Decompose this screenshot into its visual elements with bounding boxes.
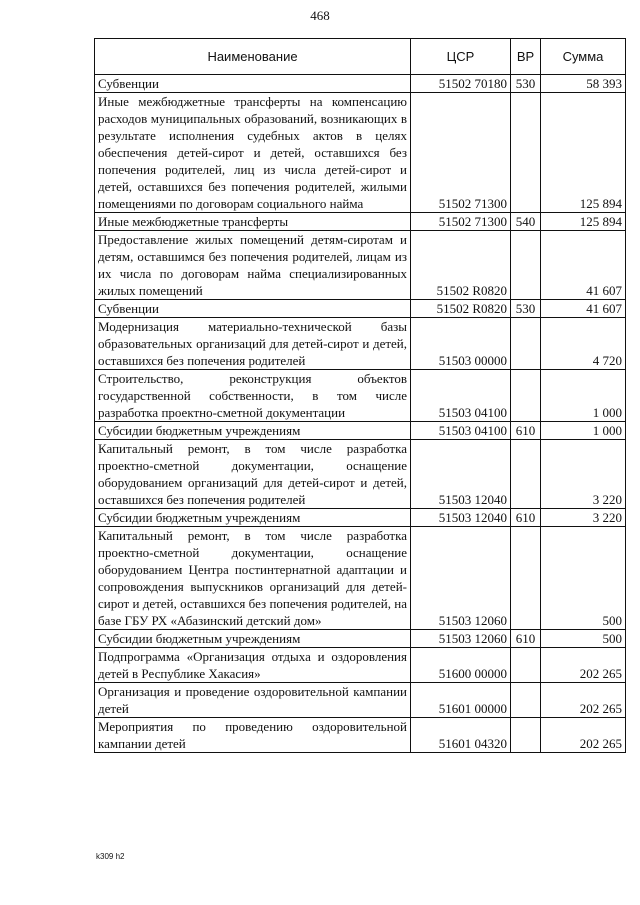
row-csr: 51502 R0820 [411, 231, 511, 300]
row-csr: 51503 12040 [411, 440, 511, 509]
row-csr: 51502 70180 [411, 75, 511, 93]
row-vr [511, 440, 541, 509]
row-name: Субвенции [95, 300, 411, 318]
row-sum: 4 720 [541, 318, 626, 370]
row-csr: 51503 12060 [411, 630, 511, 648]
table-row [95, 422, 626, 440]
table-row [95, 648, 626, 683]
row-vr: 610 [511, 630, 541, 648]
row-vr [511, 648, 541, 683]
row-sum: 202 265 [541, 683, 626, 718]
table-row [95, 527, 626, 630]
row-sum: 202 265 [541, 648, 626, 683]
row-vr [511, 231, 541, 300]
header-csr: ЦСР [411, 39, 511, 75]
row-sum: 41 607 [541, 231, 626, 300]
row-name: Капитальный ремонт, в том числе разработка проектно-сметной документации, оснащение оборудованием Центра постинтернатной адаптации и сопровождения выпускников организаций для детей-сирот и детей, оставшихся без попечения родителей, на базе ГБУ РХ «Абазинский детский дом» [95, 527, 411, 630]
row-csr: 51502 71300 [411, 213, 511, 231]
row-name: Подпрограмма «Организация отдыха и оздоровления детей в Республике Хакасия» [95, 648, 411, 683]
row-vr [511, 318, 541, 370]
header-name: Наименование [95, 39, 411, 75]
table-row [95, 213, 626, 231]
row-sum: 125 894 [541, 213, 626, 231]
row-sum: 125 894 [541, 93, 626, 213]
row-name: Модернизация материально-технической базы образовательных организаций для детей-сирот и детей, оставшихся без попечения родителей [95, 318, 411, 370]
row-sum: 3 220 [541, 440, 626, 509]
row-sum: 1 000 [541, 370, 626, 422]
row-csr: 51502 71300 [411, 93, 511, 213]
row-vr [511, 718, 541, 753]
row-sum: 58 393 [541, 75, 626, 93]
table-row [95, 509, 626, 527]
row-vr [511, 93, 541, 213]
row-csr: 51600 00000 [411, 648, 511, 683]
row-sum: 41 607 [541, 300, 626, 318]
table-row [95, 300, 626, 318]
table-header-row [95, 39, 626, 75]
header-vr: ВР [511, 39, 541, 75]
row-vr [511, 370, 541, 422]
row-vr [511, 527, 541, 630]
row-vr: 530 [511, 75, 541, 93]
row-csr: 51503 12060 [411, 527, 511, 630]
row-name: Иные межбюджетные трансферты [95, 213, 411, 231]
row-csr: 51503 12040 [411, 509, 511, 527]
row-name: Мероприятия по проведению оздоровительной кампании детей [95, 718, 411, 753]
row-vr: 540 [511, 213, 541, 231]
table-row [95, 318, 626, 370]
row-name: Иные межбюджетные трансферты на компенсацию расходов муниципальных образований, возникающих в результате исполнения судебных актов в целях обеспечения детей-сирот и детей, оставшихся без попечения родителей, лиц из числа детей-сирот и детей, оставшихся без попечения родителей, жилыми помещениями по договорам социального найма [95, 93, 411, 213]
row-vr [511, 683, 541, 718]
row-name: Субсидии бюджетным учреждениям [95, 422, 411, 440]
table-row [95, 440, 626, 509]
table-row [95, 683, 626, 718]
row-vr: 610 [511, 509, 541, 527]
row-vr: 610 [511, 422, 541, 440]
table-row [95, 231, 626, 300]
row-csr: 51601 00000 [411, 683, 511, 718]
row-csr: 51503 04100 [411, 422, 511, 440]
budget-table [94, 38, 626, 753]
row-name: Предоставление жилых помещений детям-сиротам и детям, оставшимся без попечения родителей, лицам из их числа по договорам найма специализированных жилых помещений [95, 231, 411, 300]
row-sum: 3 220 [541, 509, 626, 527]
header-sum: Сумма [541, 39, 626, 75]
row-csr: 51503 00000 [411, 318, 511, 370]
row-vr: 530 [511, 300, 541, 318]
table-row [95, 630, 626, 648]
row-name: Капитальный ремонт, в том числе разработка проектно-сметной документации, оснащение оборудованием организаций для детей-сирот и детей, оставшихся без попечения родителей [95, 440, 411, 509]
row-csr: 51502 R0820 [411, 300, 511, 318]
page-number: 468 [310, 8, 330, 23]
table-row [95, 718, 626, 753]
row-name: Субсидии бюджетным учреждениям [95, 630, 411, 648]
document-footer-code: k309 h2 [96, 852, 125, 861]
row-name: Строительство, реконструкция объектов государственной собственности, в том числе разработка проектно-сметной документации [95, 370, 411, 422]
table-row [95, 75, 626, 93]
row-sum: 500 [541, 630, 626, 648]
row-name: Субвенции [95, 75, 411, 93]
row-csr: 51503 04100 [411, 370, 511, 422]
table-row [95, 370, 626, 422]
row-sum: 202 265 [541, 718, 626, 753]
row-sum: 500 [541, 527, 626, 630]
row-name: Субсидии бюджетным учреждениям [95, 509, 411, 527]
row-csr: 51601 04320 [411, 718, 511, 753]
table-row [95, 93, 626, 213]
row-name: Организация и проведение оздоровительной кампании детей [95, 683, 411, 718]
row-sum: 1 000 [541, 422, 626, 440]
